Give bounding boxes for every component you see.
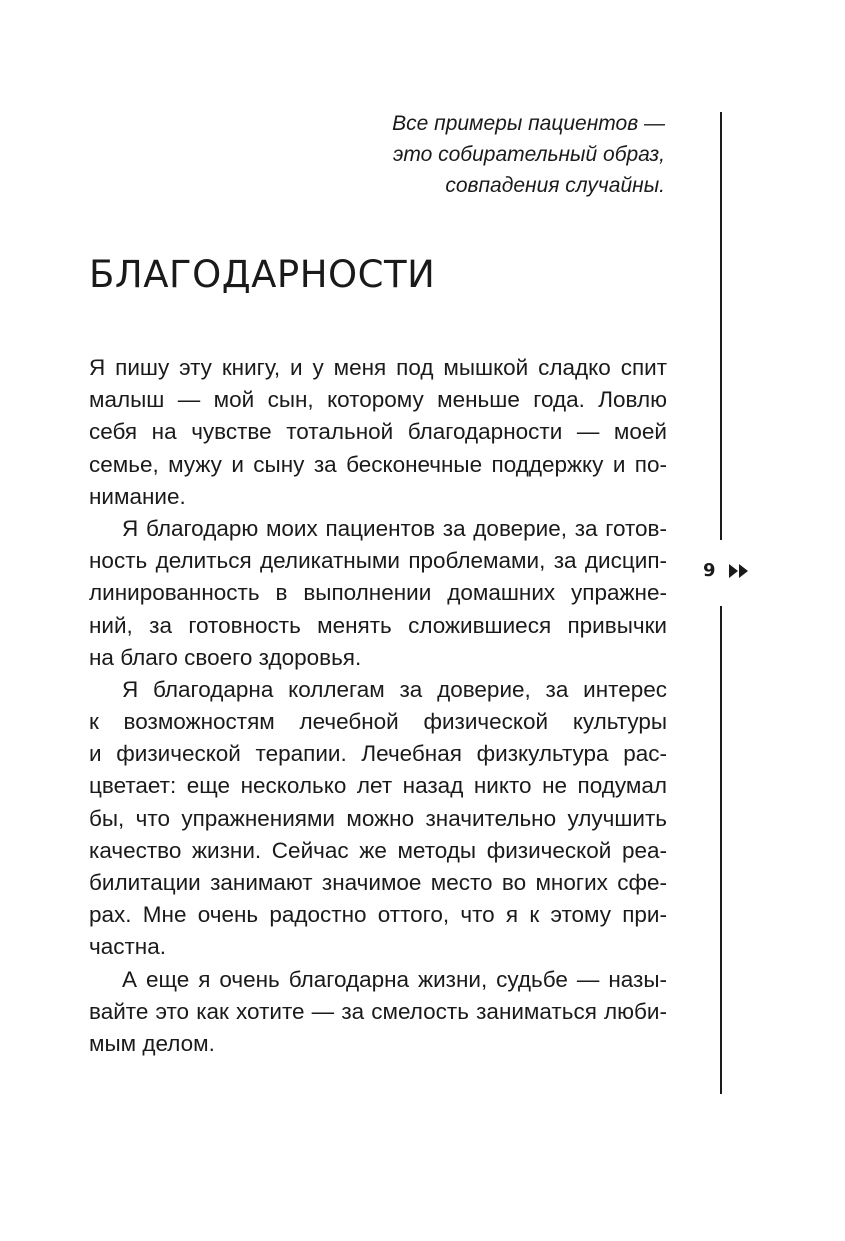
epigraph-line: Все примеры пациентов —: [392, 112, 665, 135]
epigraph-line: совпадения случайны.: [445, 174, 665, 197]
page-number: 9: [703, 560, 716, 581]
text-line: к возможностям лечебной физической культуры: [89, 709, 667, 735]
text-line: вайте это как хотите — за смелость заниматься люби-: [89, 998, 667, 1024]
text-line: малыш — мой сын, которому меньше года. Ловлю: [89, 387, 667, 413]
text-line: линированность в выполнении домашних упражне-: [89, 580, 667, 606]
text-line: А еще я очень благодарна жизни, судьбе — назы-: [122, 966, 667, 992]
body-text: [89, 352, 667, 1060]
text-line: себя на чувстве тотальной благодарности — моей: [89, 419, 667, 445]
epigraph-line: это собирательный образ,: [393, 143, 665, 166]
text-line: цветает: еще несколько лет назад никто не подумал: [89, 773, 667, 799]
text-line: и физической терапии. Лечебная физкультура рас-: [89, 741, 667, 767]
text-line: семье, мужу и сыну за бесконечные поддержку и по-: [89, 451, 667, 477]
text-line: ний, за готовность менять сложившиеся привычки: [89, 612, 667, 638]
text-line: качество жизни. Сейчас же методы физической реа-: [89, 837, 667, 863]
margin-rule-top: [720, 112, 722, 540]
text-line: бы, что упражнениями можно значительно улучшить: [89, 805, 667, 831]
margin-rule-bottom: [720, 606, 722, 1094]
text-line: нимание.: [89, 483, 186, 509]
text-line: мым делом.: [89, 1030, 215, 1056]
text-line: Я благодарю моих пациентов за доверие, за готов-: [122, 515, 667, 541]
text-line: билитации занимают значимое место во многих сфе-: [89, 870, 667, 895]
text-line: Я пишу эту книгу, и у меня под мышкой сладко спит: [89, 355, 667, 380]
text-line: на благо своего здоровья.: [89, 644, 362, 670]
double-chevron-right-icon: [729, 563, 749, 579]
section-heading: БЛАГОДАРНОСТИ: [89, 253, 436, 296]
text-line: ность делиться деликатными проблемами, за дисцип-: [89, 548, 667, 574]
text-line: частна.: [89, 934, 166, 960]
text-line: рах. Мне очень радостно оттого, что я к этому при-: [89, 902, 667, 928]
epigraph: [245, 108, 665, 201]
text-line: Я благодарна коллегам за доверие, за интерес: [122, 676, 667, 702]
